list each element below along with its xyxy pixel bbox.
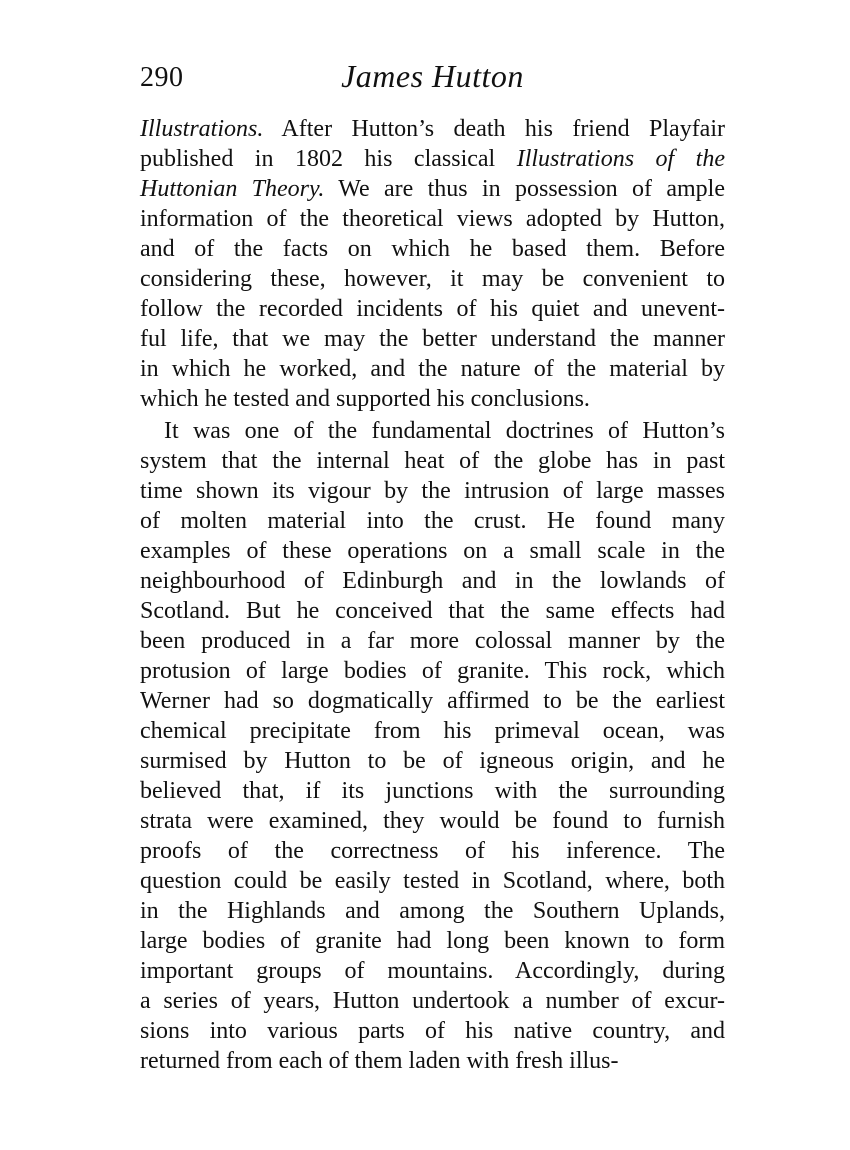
text-line [140,656,725,686]
text-segment: follow the recorded incidents of his quiet and unevent- [140,296,725,322]
text-segment: question could be easily tested in Scotland, where, both [140,868,725,894]
text-segment: protusion of large bodies of granite. This rock, which [140,658,725,684]
text-line [140,204,725,234]
text-line [140,264,725,294]
text-segment: important groups of mountains. Accordingly, during [140,958,725,984]
text-line [140,746,725,776]
text-line [140,776,725,806]
text-segment: returned from each of them laden with fresh illus- [140,1048,619,1074]
text-segment: large bodies of granite had long been known to form [140,928,725,954]
text-line [140,294,725,324]
text-line [140,324,725,354]
text-line [140,806,725,836]
text-line [140,416,725,446]
text-line [140,446,725,476]
paragraph [140,416,725,1076]
italic-text: Huttonian Theory. [140,176,325,202]
text-segment: strata were examined, they would be found to furnish [140,808,725,834]
text-segment: examples of these operations on a small scale in the [140,538,725,564]
body-text [140,114,725,1076]
text-line [140,144,725,174]
text-line [140,836,725,866]
text-line [140,716,725,746]
running-head [140,58,725,102]
text-line [140,896,725,926]
text-line [140,114,725,144]
text-line [140,956,725,986]
text-line [140,234,725,264]
text-segment: ful life, that we may the better understand the manner [140,326,725,352]
text-line [140,536,725,566]
text-line [140,354,725,384]
text-segment: neighbourhood of Edinburgh and in the lowlands of [140,568,725,594]
text-segment: sions into various parts of his native country, and [140,1018,725,1044]
text-segment: which he tested and supported his conclusions. [140,386,590,412]
text-line [140,174,725,204]
text-segment: of molten material into the crust. He found many [140,508,725,534]
text-segment: a series of years, Hutton undertook a number of excur- [140,988,725,1014]
text-segment: time shown its vigour by the intrusion of large masses [140,478,725,504]
text-segment: We are thus in possession of ample [324,176,725,202]
text-segment: system that the internal heat of the globe has in past [140,448,725,474]
text-line [140,1046,725,1076]
page-number: 290 [140,62,184,93]
text-segment: been produced in a far more colossal manner by the [140,628,725,654]
text-segment: surmised by Hutton to be of igneous origin, and he [140,748,725,774]
text-segment: in which he worked, and the nature of the material by [140,356,725,382]
text-segment: chemical precipitate from his primeval ocean, was [140,718,725,744]
text-segment: After Hutton’s death his friend Playfair [263,116,725,142]
text-line [140,506,725,536]
text-segment: and of the facts on which he based them. Before [140,236,725,262]
paragraph [140,114,725,414]
text-segment: proofs of the correctness of his inference. The [140,838,725,864]
text-line [140,476,725,506]
running-title: James Hutton [341,58,524,94]
text-segment: information of the theoretical views adopted by Hutton, [140,206,725,232]
text-line [140,1016,725,1046]
text-segment: published in 1802 his classical [140,146,517,172]
text-segment: in the Highlands and among the Southern Uplands, [140,898,725,924]
text-line [140,566,725,596]
text-line [140,866,725,896]
italic-text: Illustrations. [140,116,264,142]
italic-text: Illustrations of the [516,146,726,172]
text-segment: Scotland. But he conceived that the same effects had [140,598,725,624]
text-line [140,384,725,414]
text-line [140,926,725,956]
text-segment: believed that, if its junctions with the surrounding [140,778,725,804]
text-segment: Werner had so dogmatically affirmed to be the earliest [140,688,725,714]
text-line [140,626,725,656]
text-line [140,686,725,716]
text-line [140,986,725,1016]
text-segment: considering these, however, it may be convenient to [140,266,725,292]
text-segment: It was one of the fundamental doctrines of Hutton’s [164,418,725,444]
text-line [140,596,725,626]
